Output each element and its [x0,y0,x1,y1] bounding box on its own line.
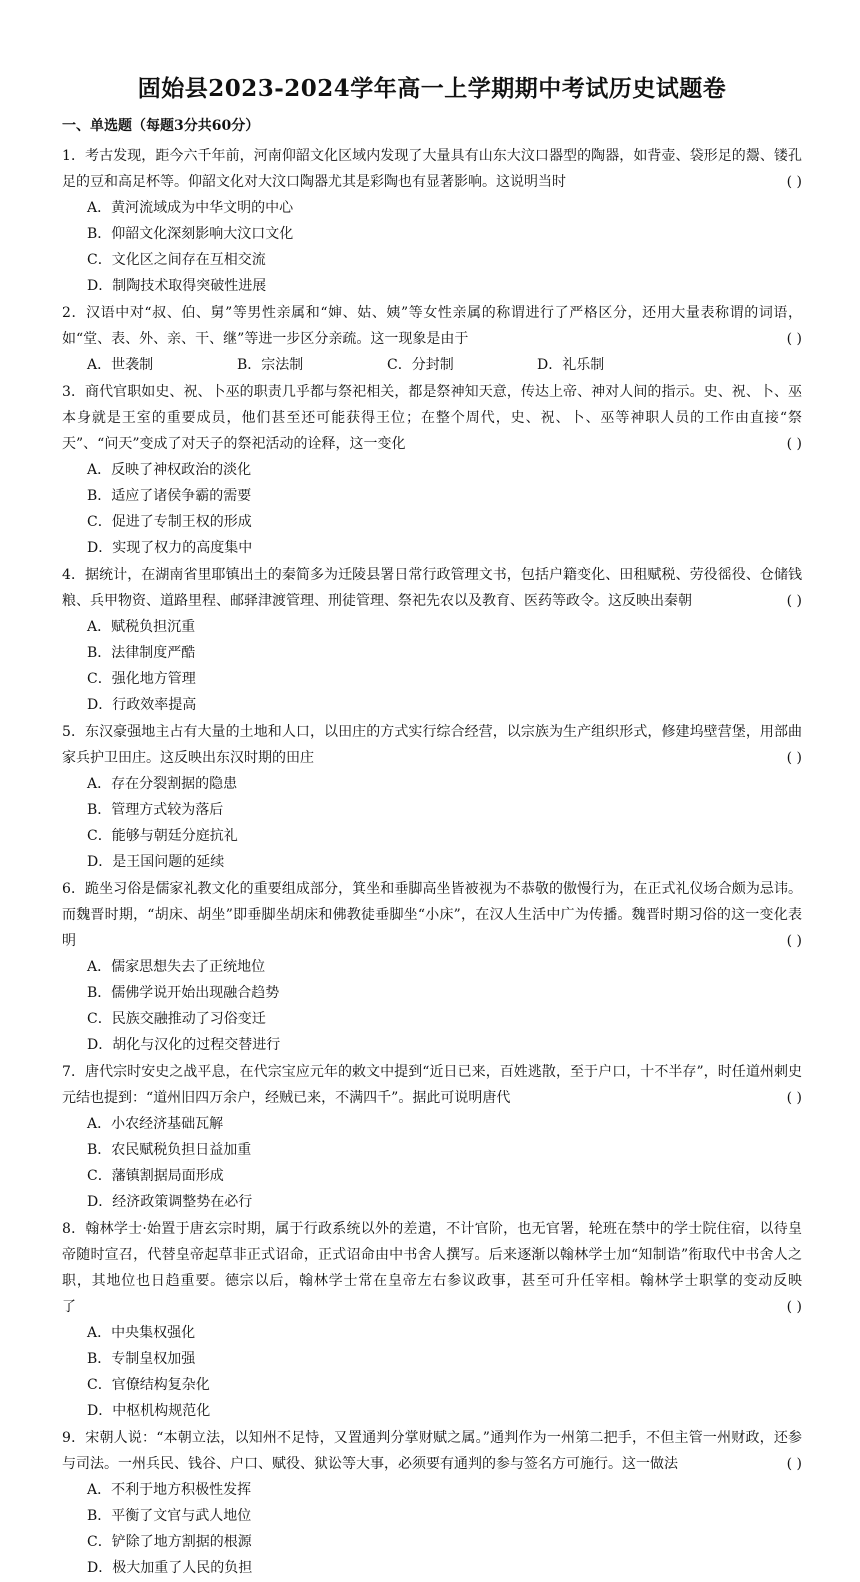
question-stem-text: 3．商代官职如史、祝、卜巫的职责几乎都与祭祀相关，都是祭神知天意，传达上帝、神对人间的指示。史、祝、卜、巫本身就是王室的重要成员，他们甚至还可能获得王位；在整个周代，史、祝、卜、巫等神职人员的工作由直接“祭天”、“问天”变成了对天子的祭祀活动的诠释，这一变化 [62,384,802,452]
question-stem-text: 1．考古发现，距今六千年前，河南仰韶文化区域内发现了大量具有山东大汶口器型的陶器，如背壶、袋形足的鬶、镂孔足的豆和高足杯等。仰韶文化对大汶口陶器尤其是彩陶也有显著影响。这说明当时 [62,148,802,190]
question-stem [62,143,802,195]
option-d: D．礼乐制 [537,357,605,373]
option-a: A．儒家思想失去了正统地位 [87,959,266,975]
question-stem [62,1425,802,1477]
question-options [62,195,802,299]
option-c: C．藩镇割据局面形成 [87,1168,224,1184]
question-stem [62,562,802,614]
option-c: C．文化区之间存在互相交流 [87,252,266,268]
option-a: A．赋税负担沉重 [87,619,196,635]
exam-page [62,70,802,1582]
option-a: A．中央集权强化 [87,1325,196,1341]
question-stem-text: 5．东汉豪强地主占有大量的土地和人口，以田庄的方式实行综合经营，以宗族为生产组织形式，修建坞壁营堡，用部曲家兵护卫田庄。这反映出东汉时期的田庄 [62,724,802,766]
answer-paren: ( ) [786,933,802,949]
option-b: B．法律制度严酷 [87,645,196,661]
option-c: C．强化地方管理 [87,671,196,687]
question-stem-text: 6．跪坐习俗是儒家礼教文化的重要组成部分，箕坐和垂脚高坐皆被视为不恭敬的傲慢行为，在正式礼仪场合颇为忌讳。而魏晋时期，“胡床、胡坐”即垂脚坐胡床和佛教徒垂脚坐“小床”，在汉人生活中广为传播。魏晋时期习俗的这一变化表明 [62,881,802,949]
question-stem-text: 8．翰林学士·始置于唐玄宗时期，属于行政系统以外的差遣，不计官阶，也无官署，轮班在禁中的学士院住宿，以待皇帝随时宣召，代替皇帝起草非正式诏命，正式诏命由中书舍人撰写。后来逐渐以翰林学士加“知制诰”衔取代中书舍人之职，其地位也日趋重要。德宗以后，翰林学士常在皇帝左右参议政事，甚至可升任宰相。翰林学士职掌的变动反映了 [62,1221,802,1315]
option-a: A．小农经济基础瓦解 [87,1116,224,1132]
option-b: B．管理方式较为落后 [87,802,224,818]
option-b: B．平衡了文官与武人地位 [87,1508,252,1524]
question-options [62,1111,802,1215]
answer-paren: ( ) [786,1090,802,1106]
question-options [62,1477,802,1581]
option-d: D．极大加重了人民的负担 [87,1560,253,1576]
question-2 [62,300,802,378]
option-b: B．宗法制 [237,357,304,373]
question-stem-text: 4．据统计，在湖南省里耶镇出土的秦简多为迁陵县署日常行政管理文书，包括户籍变化、田租赋税、劳役徭役、仓储钱粮、兵甲物资、道路里程、邮驿津渡管理、刑徒管理、祭祀先农以及教育、医药等政令。这反映出秦朝 [62,567,802,609]
question-1 [62,143,802,299]
option-a: A．不利于地方积极性发挥 [87,1482,252,1498]
option-c: C．能够与朝廷分庭抗礼 [87,828,238,844]
question-6 [62,876,802,1058]
option-d: D．中枢机构规范化 [87,1403,211,1419]
question-options [62,771,802,875]
question-3 [62,379,802,561]
option-a: A．存在分裂割据的隐患 [87,776,238,792]
option-c: C．官僚结构复杂化 [87,1377,210,1393]
option-b: B．专制皇权加强 [87,1351,196,1367]
question-5 [62,719,802,875]
answer-paren: ( ) [786,1456,802,1472]
option-d: D．是王国问题的延续 [87,854,225,870]
option-c: C．分封制 [387,357,454,373]
question-options [62,954,802,1058]
option-b: B．农民赋税负担日益加重 [87,1142,252,1158]
question-options [62,457,802,561]
question-7 [62,1059,802,1215]
option-d: D．制陶技术取得突破性进展 [87,278,267,294]
option-a: A．反映了神权政治的淡化 [87,462,252,478]
question-4 [62,562,802,718]
question-stem [62,1216,802,1320]
question-9 [62,1425,802,1581]
question-stem-text: 2．汉语中对“叔、伯、舅”等男性亲属和“婶、姑、姨”等女性亲属的称谓进行了严格区分，还用大量表称谓的词语，如“堂、表、外、亲、干、继”等进一步区分亲疏。这一现象是由于 [62,305,802,347]
question-stem [62,300,802,352]
answer-paren: ( ) [786,331,802,347]
option-d: D．实现了权力的高度集中 [87,540,253,556]
question-stem [62,719,802,771]
section-heading: 一、单选题（每题3分共60分） [62,118,260,134]
option-a: A．黄河流域成为中华文明的中心 [87,200,294,216]
option-c: C．促进了专制王权的形成 [87,514,252,530]
answer-paren: ( ) [786,436,802,452]
option-c: C．铲除了地方割据的根源 [87,1534,252,1550]
option-a: A．世袭制 [87,357,154,373]
question-options [62,352,802,378]
option-d: D．胡化与汉化的过程交替进行 [87,1037,281,1053]
answer-paren: ( ) [786,593,802,609]
question-stem [62,876,802,954]
option-b: B．儒佛学说开始出现融合趋势 [87,985,280,1001]
question-options [62,614,802,718]
question-stem [62,1059,802,1111]
question-8 [62,1216,802,1424]
answer-paren: ( ) [786,174,802,190]
answer-paren: ( ) [786,1299,802,1315]
option-b: B．适应了诸侯争霸的需要 [87,488,252,504]
question-stem-text: 7．唐代宗时安史之战平息，在代宗宝应元年的敕文中提到“近日已来，百姓逃散，至于户口，十不半存”，时任道州刺史元结也提到：“道州旧四万余户，经贼已来，不满四千”。据此可说明唐代 [62,1064,802,1106]
option-b: B．仰韶文化深刻影响大汶口文化 [87,226,294,242]
question-options [62,1320,802,1424]
question-stem-text: 9．宋朝人说：“本朝立法，以知州不足恃，又置通判分掌财赋之属。”通判作为一州第二把手，不但主管一州财政，还参与司法。一州兵民、钱谷、户口、赋役、狱讼等大事，必须要有通判的参与签名方可施行。这一做法 [62,1430,802,1472]
exam-title: 固始县2023-2024学年高一上学期期中考试历史试题卷 [137,75,727,102]
answer-paren: ( ) [786,750,802,766]
option-d: D．经济政策调整势在必行 [87,1194,253,1210]
question-stem [62,379,802,457]
option-d: D．行政效率提高 [87,697,197,713]
option-c: C．民族交融推动了习俗变迁 [87,1011,266,1027]
